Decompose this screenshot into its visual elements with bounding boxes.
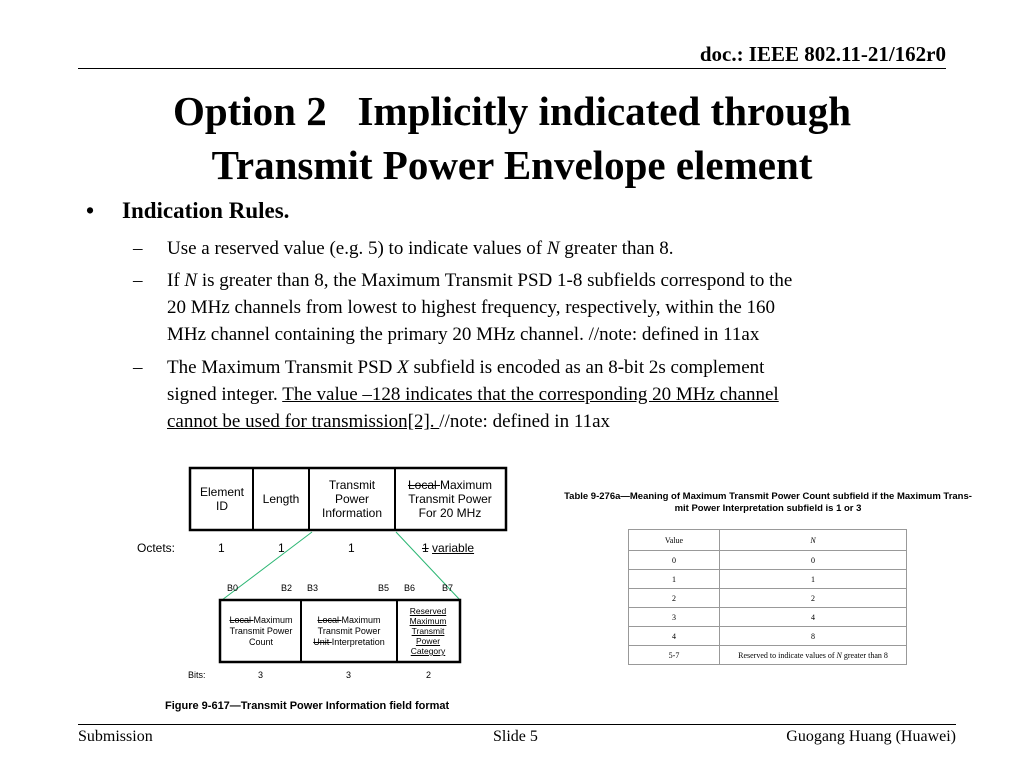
field-element-id xyxy=(191,469,253,529)
footer-divider xyxy=(78,724,956,725)
field-label: Element ID xyxy=(199,485,245,513)
table-cell: 2 xyxy=(629,589,720,608)
bit-label: B7 xyxy=(442,583,454,593)
table-header: Value xyxy=(629,530,720,551)
field-transmit-power-information xyxy=(309,469,395,529)
bits-label: Bits: xyxy=(188,670,206,680)
table-cell: 4 xyxy=(629,627,720,646)
field-max-transmit-power xyxy=(395,469,505,529)
table-cell: 0 xyxy=(720,551,907,570)
sub-bullet-line: Use a reserved value (e.g. 5) to indicate values of N greater than 8. xyxy=(167,238,674,259)
table-row xyxy=(629,589,907,608)
footer-slide-number: Slide 5 xyxy=(493,728,538,745)
field-label: Length xyxy=(262,492,300,506)
document-id: doc.: IEEE 802.11-21/162r0 xyxy=(699,42,946,66)
table-cell: Reserved to indicate values of N greater than 8 xyxy=(720,646,907,665)
bullet-icon: • xyxy=(86,198,95,223)
dash-icon: – xyxy=(133,357,143,378)
subfield-label xyxy=(310,615,388,648)
table-header-row xyxy=(629,530,907,551)
bit-label: B0 xyxy=(227,583,239,593)
subfield-reserved-category xyxy=(397,601,459,661)
table-row xyxy=(629,551,907,570)
struck-text: Local xyxy=(229,614,254,625)
bit-label: B5 xyxy=(378,583,390,593)
table-cell: 0 xyxy=(629,551,720,570)
sub-bullet-line: If N is greater than 8, the Maximum Transmit PSD 1-8 subfields correspond to the xyxy=(167,270,793,291)
field-label xyxy=(400,478,500,520)
field-label: Transmit Power Information xyxy=(321,478,383,520)
octet-value-variable xyxy=(422,541,474,555)
struck-text: Local xyxy=(407,478,440,492)
struck-text: 1 xyxy=(422,541,429,555)
slide-title-line-2: Transmit Power Envelope element xyxy=(211,142,813,188)
slide-title-line-1: Option 2 Implicitly indicated through xyxy=(172,88,852,134)
bit-label: B6 xyxy=(404,583,416,593)
table-row xyxy=(629,627,907,646)
sub-bullet-line: MHz channel containing the primary 20 MHz channel. //note: defined in 11ax xyxy=(167,324,760,345)
subfield-label-text: Maximum Transmit Power xyxy=(317,614,381,636)
table-cell: 1 xyxy=(629,570,720,589)
table-cell: 1 xyxy=(720,570,907,589)
sub-bullet-line: signed integer. The value –128 indicates that the corresponding 20 MHz channel xyxy=(167,384,779,405)
octet-value: 1 xyxy=(218,541,225,555)
subfield-label xyxy=(225,615,297,648)
table-caption-line: mit Power Interpretation subfield is 1 or 3 xyxy=(674,503,862,514)
table-cell: 4 xyxy=(720,608,907,627)
bit-label: B2 xyxy=(281,583,293,593)
subfield-max-tx-power-interpretation xyxy=(301,601,397,661)
octet-value: 1 xyxy=(278,541,285,555)
subfield-label-text: Interpretation xyxy=(331,636,385,647)
sub-bullet-line: cannot be used for transmission[2]. //note: defined in 11ax xyxy=(167,411,611,432)
subfield-label-text: Reserved Maximum Transmit Power Category xyxy=(409,606,447,656)
table-caption xyxy=(540,491,996,515)
table-cell: 2 xyxy=(720,589,907,608)
table-caption-line: Table 9-276a—Meaning of Maximum Transmit Power Count subfield if the Maximum Trans- xyxy=(564,491,972,502)
table-row xyxy=(629,608,907,627)
dash-icon: – xyxy=(133,238,143,259)
table-cell: 3 xyxy=(629,608,720,627)
struck-text: Local xyxy=(317,614,342,625)
sub-bullet-line: The Maximum Transmit PSD X subfield is encoded as an 8-bit 2s complement xyxy=(167,357,765,378)
footer-submission: Submission xyxy=(78,728,153,745)
table-cell: 8 xyxy=(720,627,907,646)
table-row xyxy=(629,570,907,589)
table-cell: 5-7 xyxy=(629,646,720,665)
table-header: N xyxy=(720,530,907,551)
octets-label: Octets: xyxy=(137,541,176,555)
bullet-heading: Indication Rules. xyxy=(122,198,290,223)
field-length xyxy=(253,469,309,529)
dash-icon: – xyxy=(133,270,143,291)
bits-value: 3 xyxy=(258,670,264,680)
bit-label: B3 xyxy=(307,583,319,593)
subfield-label-text: Maximum Transmit Power Count xyxy=(229,614,293,647)
subfield-max-tx-power-count xyxy=(221,601,301,661)
count-meaning-table xyxy=(628,529,907,665)
bits-value: 3 xyxy=(346,670,352,680)
field-label-text: Maximum Transmit Power For 20 MHz xyxy=(408,478,493,520)
figure-caption: Figure 9-617—Transmit Power Information field format xyxy=(165,700,450,712)
variable-text: variable xyxy=(432,541,475,555)
table-row xyxy=(629,646,907,665)
bits-value: 2 xyxy=(426,670,432,680)
sub-bullet-line: 20 MHz channels from lowest to highest frequency, respectively, within the 160 xyxy=(167,297,776,318)
footer-author: Guogang Huang (Huawei) xyxy=(786,728,956,745)
octet-value: 1 xyxy=(348,541,355,555)
struck-text: Unit xyxy=(313,636,332,647)
